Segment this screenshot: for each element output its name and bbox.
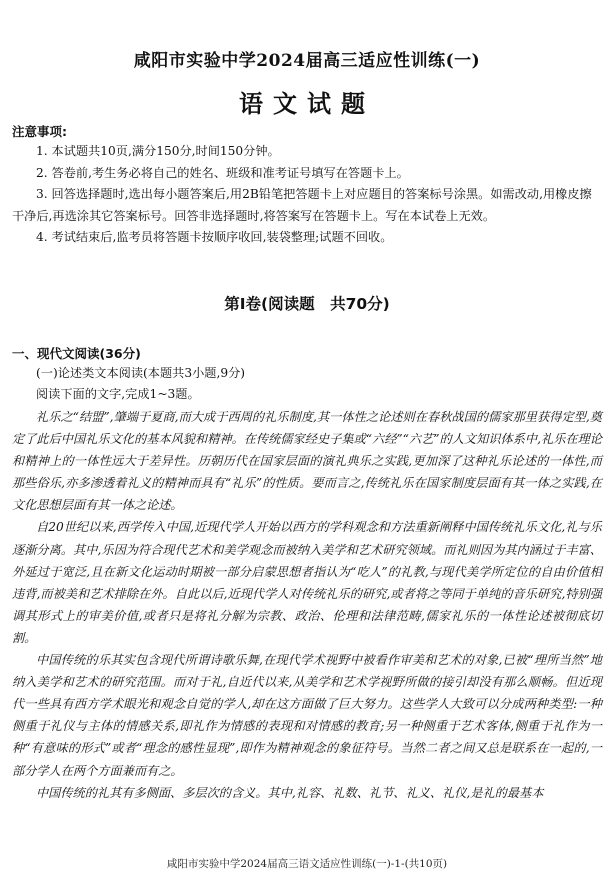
- notice-heading: 注意事项:: [12, 124, 67, 139]
- passage-paragraph: 自20世纪以来,西学传入中国,近现代学人开始以西方的学科观念和方法重新阐释中国传统礼乐文化,礼与乐逐渐分离。其中,乐因为符合现代艺术和美学观念而被纳入美学和艺术研究领域。而礼则因为其内涵过于丰富、外延过于宽泛,且在新文化运动时期被一部分启蒙思想者指认为“吃人”的礼教,与现代美学所定位的自由价值相违背,而被美和艺术排除在外。自此以后,近现代学人对传统礼乐的研究,或者将之等同于单纯的音乐研究,特别强调其形式上的审美价值,或者只是将礼分解为宗教、政治、伦理和法律范畴,儒家礼乐的一体性论述被彻底切割。: [12, 520, 602, 645]
- notice-item: 4. 考试结束后,监考员将答题卡按顺序收回,装袋整理;试题不回收。: [36, 230, 393, 244]
- exam-title: 咸阳市实验中学2024届高三适应性训练(一): [133, 51, 481, 71]
- notice-item: 2. 答卷前,考生务必将自己的姓名、班级和准考证号填写在答题卡上。: [36, 165, 409, 180]
- reading-passage: [12, 406, 602, 804]
- part-heading: 一、现代文阅读(36分): [12, 346, 141, 361]
- passage-paragraph: 中国传统的乐其实包含现代所谓诗歌乐舞,在现代学术视野中被看作审美和艺术的对象,已被“理所当然”地纳入美学和艺术的研究范围。而对于礼,自近代以来,从美学和艺术学视野所做的接引却没有那么顺畅。但近现代一些具有西方学术眼光和观念自觉的学人,却在这方面做了巨大努力。这些学人大致可以分成两种类型:一种侧重于礼仪与主体的情感关系,即礼作为情感的表现和对情感的教育;另一种侧重于艺术客体,侧重于礼作为一种“有意味的形式”或者“理念的感性显现”,即作为精神观念的象征符号。当然二者之间又总是联系在一起的,一部分学人在两个方面兼而有之。: [12, 653, 602, 778]
- notice-list: [12, 141, 602, 249]
- subject-title: 语文试题: [239, 89, 375, 118]
- notice-item: 3. 回答选择题时,选出每小题答案后,用2B铅笔把答题卡上对应题目的答案标号涂黑。如需改动,用橡皮擦干净后,再选涂其它答案标号。回答非选择题时,将答案写在答题卡上。写在本试卷上无效。: [12, 187, 592, 223]
- section-title: 第Ⅰ卷(阅读题 共70分): [224, 295, 390, 313]
- page-footer: 咸阳市实验中学2024届高三语文适应性训练(一)-1-(共10页): [166, 858, 448, 870]
- reading-instruction: 阅读下面的文字,完成1~3题。: [36, 387, 200, 401]
- passage-paragraph: 中国传统的礼其有多侧面、多层次的含义。其中,礼容、礼数、礼节、礼义、礼仪,是礼的最基本: [36, 785, 544, 800]
- passage-paragraph: 礼乐之“结盟”,肇端于夏商,而大成于西周的礼乐制度,其一体性之论述则在春秋战国的儒家那里获得定型,奠定了此后中国礼乐文化的基本风貌和精神。在传统儒家经史子集或“六经”“六艺”的人文知识体系中,礼乐在理论和精神上的一体性远大于差异性。历朝历代在国家层面的演礼典乐之实践,更加深了这种礼乐论述的一体性,而那些俗乐,亦多渗透着礼义的精神而具有“礼乐”的性质。要而言之,传统礼乐在国家制度层面有其一体之实践,在文化思想层面有其一体之论述。: [12, 410, 602, 513]
- notice-item: 1. 本试题共10页,满分150分,时间150分钟。: [36, 144, 280, 158]
- subpart-heading: (一)论述类文本阅读(本题共3小题,9分): [36, 366, 246, 380]
